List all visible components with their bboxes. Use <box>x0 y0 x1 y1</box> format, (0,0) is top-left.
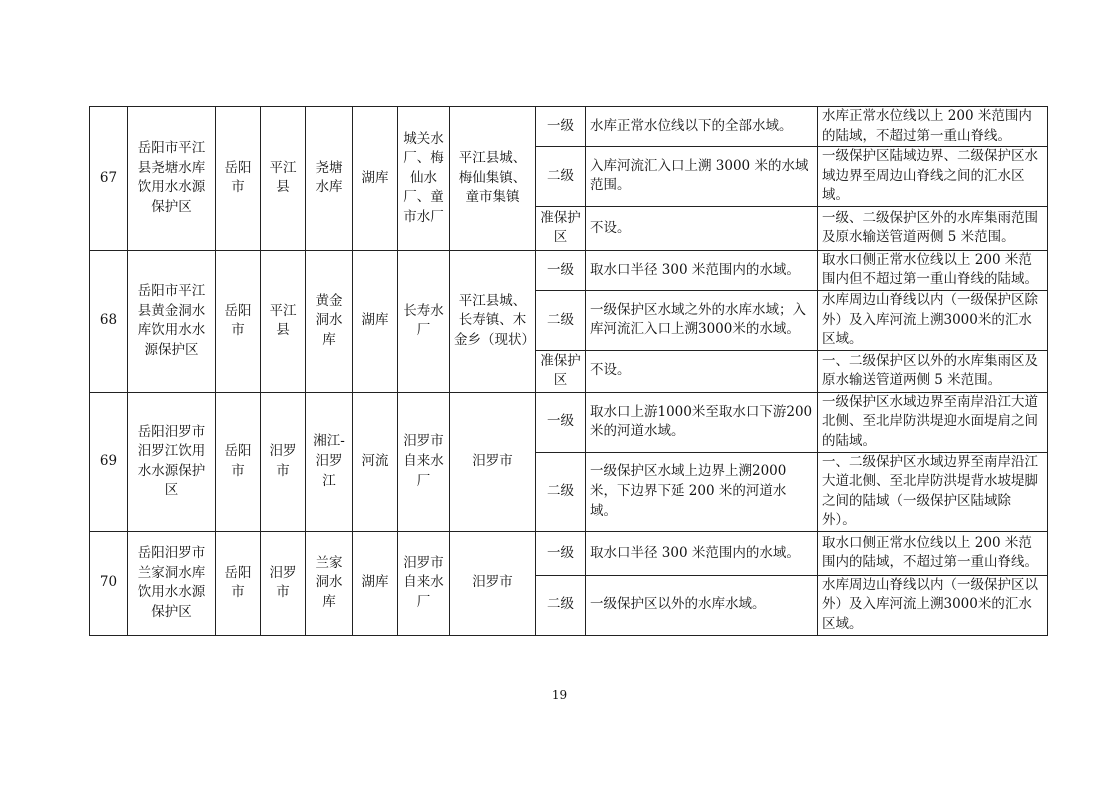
land-area-scope: 一级、二级保护区外的水库集雨范围及原水输送管道两侧 5 米范围。 <box>818 206 1048 250</box>
row-number: 67 <box>90 107 128 251</box>
water-source-name: 兰家洞水库 <box>306 531 353 635</box>
served-area: 汨罗市 <box>450 392 536 531</box>
water-area-scope: 不设。 <box>586 350 818 392</box>
city-name: 岳阳市 <box>216 107 261 251</box>
water-area-scope: 一级保护区以外的水库水域。 <box>586 575 818 635</box>
land-area-scope: 取水口侧正常水位线以上 200 米范围内但不超过第一重山脊线的陆域。 <box>818 250 1048 290</box>
page-number: 19 <box>551 688 568 702</box>
table-row <box>90 107 1048 147</box>
water-area-scope: 取水口上游1000米至取水口下游200米的河道水域。 <box>586 392 818 452</box>
served-area: 平江县城、长寿镇、木金乡（现状） <box>450 250 536 392</box>
water-source-type: 湖库 <box>353 107 398 251</box>
county-name: 平江县 <box>261 250 306 392</box>
land-area-scope: 水库正常水位线以上 200 米范围内的陆域，不超过第一重山脊线。 <box>818 107 1048 147</box>
zone-level: 二级 <box>536 147 586 207</box>
water-source-type: 河流 <box>353 392 398 531</box>
city-name: 岳阳市 <box>216 392 261 531</box>
protection-zone-name: 岳阳汨罗市汨罗江饮用水水源保护区 <box>128 392 216 531</box>
water-plant: 城关水厂、梅仙水厂、童市水厂 <box>398 107 450 251</box>
water-area-scope: 入库河流汇入口上溯 3000 米的水域范围。 <box>586 147 818 207</box>
zone-level: 准保护区 <box>536 350 586 392</box>
county-name: 汨罗市 <box>261 392 306 531</box>
row-number: 68 <box>90 250 128 392</box>
county-name: 汨罗市 <box>261 531 306 635</box>
protection-zone-name: 岳阳汨罗市兰家洞水库饮用水水源保护区 <box>128 531 216 635</box>
table-row <box>90 250 1048 290</box>
water-source-type: 湖库 <box>353 250 398 392</box>
water-source-type: 湖库 <box>353 531 398 635</box>
protection-zone-name: 岳阳市平江县尧塘水库饮用水水源保护区 <box>128 107 216 251</box>
water-plant: 长寿水厂 <box>398 250 450 392</box>
water-source-name: 黄金洞水库 <box>306 250 353 392</box>
zone-level: 一级 <box>536 107 586 147</box>
table-body <box>90 107 1048 636</box>
table-row <box>90 531 1048 575</box>
land-area-scope: 取水口侧正常水位线以上 200 米范围内的陆域，不超过第一重山脊线。 <box>818 531 1048 575</box>
zone-level: 准保护区 <box>536 206 586 250</box>
zone-level: 二级 <box>536 290 586 350</box>
water-area-scope: 取水口半径 300 米范围内的水域。 <box>586 250 818 290</box>
water-area-scope: 一级保护区水域之外的水库水域；入库河流汇入口上溯3000米的水域。 <box>586 290 818 350</box>
zone-level: 二级 <box>536 575 586 635</box>
land-area-scope: 水库周边山脊线以内（一级保护区以外）及入库河流上溯3000米的汇水区域。 <box>818 575 1048 635</box>
water-plant: 汨罗市自来水厂 <box>398 531 450 635</box>
served-area: 平江县城、梅仙集镇、童市集镇 <box>450 107 536 251</box>
water-source-name: 湘江-汨罗江 <box>306 392 353 531</box>
county-name: 平江县 <box>261 107 306 251</box>
water-area-scope: 水库正常水位线以下的全部水域。 <box>586 107 818 147</box>
protection-zone-table <box>89 106 1048 636</box>
land-area-scope: 一级保护区陆域边界、二级保护区水域边界至周边山脊线之间的汇水区域。 <box>818 147 1048 207</box>
city-name: 岳阳市 <box>216 250 261 392</box>
zone-level: 二级 <box>536 452 586 531</box>
zone-level: 一级 <box>536 531 586 575</box>
table-row <box>90 392 1048 452</box>
water-area-scope: 不设。 <box>586 206 818 250</box>
zone-level: 一级 <box>536 392 586 452</box>
city-name: 岳阳市 <box>216 531 261 635</box>
zone-level: 一级 <box>536 250 586 290</box>
water-area-scope: 一级保护区水域上边界上溯2000米，下边界下延 200 米的河道水域。 <box>586 452 818 531</box>
water-plant: 汨罗市自来水厂 <box>398 392 450 531</box>
water-source-name: 尧塘水库 <box>306 107 353 251</box>
served-area: 汨罗市 <box>450 531 536 635</box>
land-area-scope: 水库周边山脊线以内（一级保护区除外）及入库河流上溯3000米的汇水区域。 <box>818 290 1048 350</box>
land-area-scope: 一、二级保护区以外的水库集雨区及原水输送管道两侧 5 米范围。 <box>818 350 1048 392</box>
land-area-scope: 一、二级保护区水域边界至南岸沿江大道北侧、至北岸防洪堤背水坡堤脚之间的陆域（一级保护区陆域除外）。 <box>818 452 1048 531</box>
row-number: 70 <box>90 531 128 635</box>
land-area-scope: 一级保护区水域边界至南岸沿江大道北侧、至北岸防洪堤迎水面堤肩之间的陆域。 <box>818 392 1048 452</box>
water-area-scope: 取水口半径 300 米范围内的水域。 <box>586 531 818 575</box>
row-number: 69 <box>90 392 128 531</box>
protection-zone-name: 岳阳市平江县黄金洞水库饮用水水源保护区 <box>128 250 216 392</box>
